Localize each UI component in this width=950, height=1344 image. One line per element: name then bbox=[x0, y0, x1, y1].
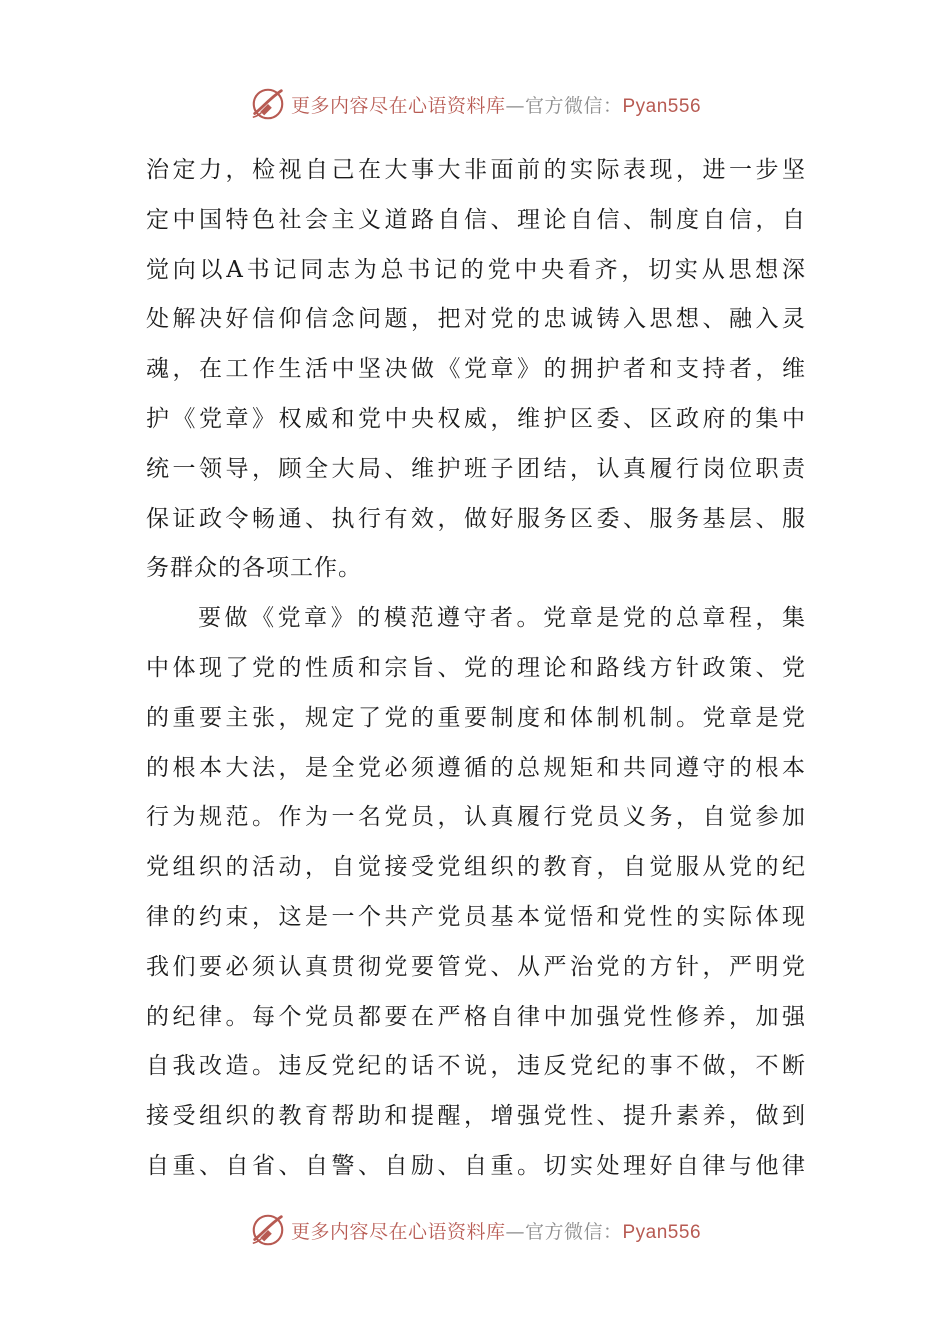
text-line: 党组织的活动，自觉接受党组织的教育，自觉服从党的纪 bbox=[146, 854, 806, 881]
banner-wechat-label: 官方微信： bbox=[524, 94, 623, 117]
text-line: 我们要必须认真贯彻党要管党、从严治党的方针，严明党 bbox=[146, 953, 806, 980]
banner-wechat-id: Pyan556 bbox=[622, 1221, 702, 1243]
paragraph-1 bbox=[146, 146, 806, 594]
footer-banner bbox=[0, 1208, 950, 1252]
text-line: 务群众的各项工作。 bbox=[146, 555, 362, 582]
text-line: 律的约束，这是一个共产党员基本觉悟和党性的实际体现 bbox=[146, 903, 806, 930]
text-line: 的根本大法，是全党必须遵循的总规矩和共同遵守的根本 bbox=[146, 754, 806, 781]
text-line: 自重、自省、自警、自励、自重。切实处理好自律与他律 bbox=[146, 1152, 806, 1179]
banner-separator: — bbox=[505, 1220, 525, 1243]
text-line: 觉向以A书记同志为总书记的党中央看齐，切实从思想深 bbox=[146, 256, 806, 283]
text-line: 的重要主张，规定了党的重要制度和体制机制。党章是党 bbox=[146, 704, 806, 731]
banner-text bbox=[291, 1217, 701, 1244]
text-line: 的纪律。每个党员都要在严格自律中加强党性修养，加强 bbox=[146, 1003, 806, 1030]
banner-separator: — bbox=[505, 94, 525, 117]
text-line: 统一领导，顾全大局、维护班子团结，认真履行岗位职责 bbox=[146, 455, 806, 482]
text-line: 魂，在工作生活中坚决做《党章》的拥护者和支持者，维 bbox=[146, 356, 806, 383]
text-line: 护《党章》权威和党中央权威，维护区委、区政府的集中 bbox=[146, 405, 806, 432]
text-line: 要做《党章》的模范遵守者。党章是党的总章程，集 bbox=[198, 605, 806, 632]
text-line: 中体现了党的性质和宗旨、党的理论和路线方针政策、党 bbox=[146, 654, 806, 681]
banner-wechat-id: Pyan556 bbox=[622, 95, 702, 117]
text-line: 处解决好信仰信念问题，把对党的忠诚铸入思想、融入灵 bbox=[146, 306, 806, 333]
text-line: 自我改造。违反党纪的话不说，违反党纪的事不做，不断 bbox=[146, 1053, 806, 1080]
text-line: 保证政令畅通、执行有效，做好服务区委、服务基层、服 bbox=[146, 505, 806, 532]
paragraph-2 bbox=[146, 594, 806, 1192]
banner-text bbox=[291, 91, 701, 118]
text-line: 定中国特色社会主义道路自信、理论自信、制度自信，自 bbox=[146, 206, 806, 233]
pen-logo-icon bbox=[249, 1211, 287, 1249]
pen-logo-icon bbox=[249, 85, 287, 123]
banner-main-text: 更多内容尽在心语资料库 bbox=[290, 1220, 506, 1243]
document-body bbox=[146, 146, 806, 1192]
banner-main-text: 更多内容尽在心语资料库 bbox=[290, 94, 506, 117]
text-line: 行为规范。作为一名党员，认真履行党员义务，自觉参加 bbox=[146, 804, 806, 831]
text-line: 接受组织的教育帮助和提醒，增强党性、提升素养，做到 bbox=[146, 1103, 806, 1130]
text-line: 治定力，检视自己在大事大非面前的实际表现，进一步坚 bbox=[146, 157, 806, 183]
header-banner bbox=[0, 82, 950, 126]
banner-wechat-label: 官方微信： bbox=[524, 1220, 623, 1243]
